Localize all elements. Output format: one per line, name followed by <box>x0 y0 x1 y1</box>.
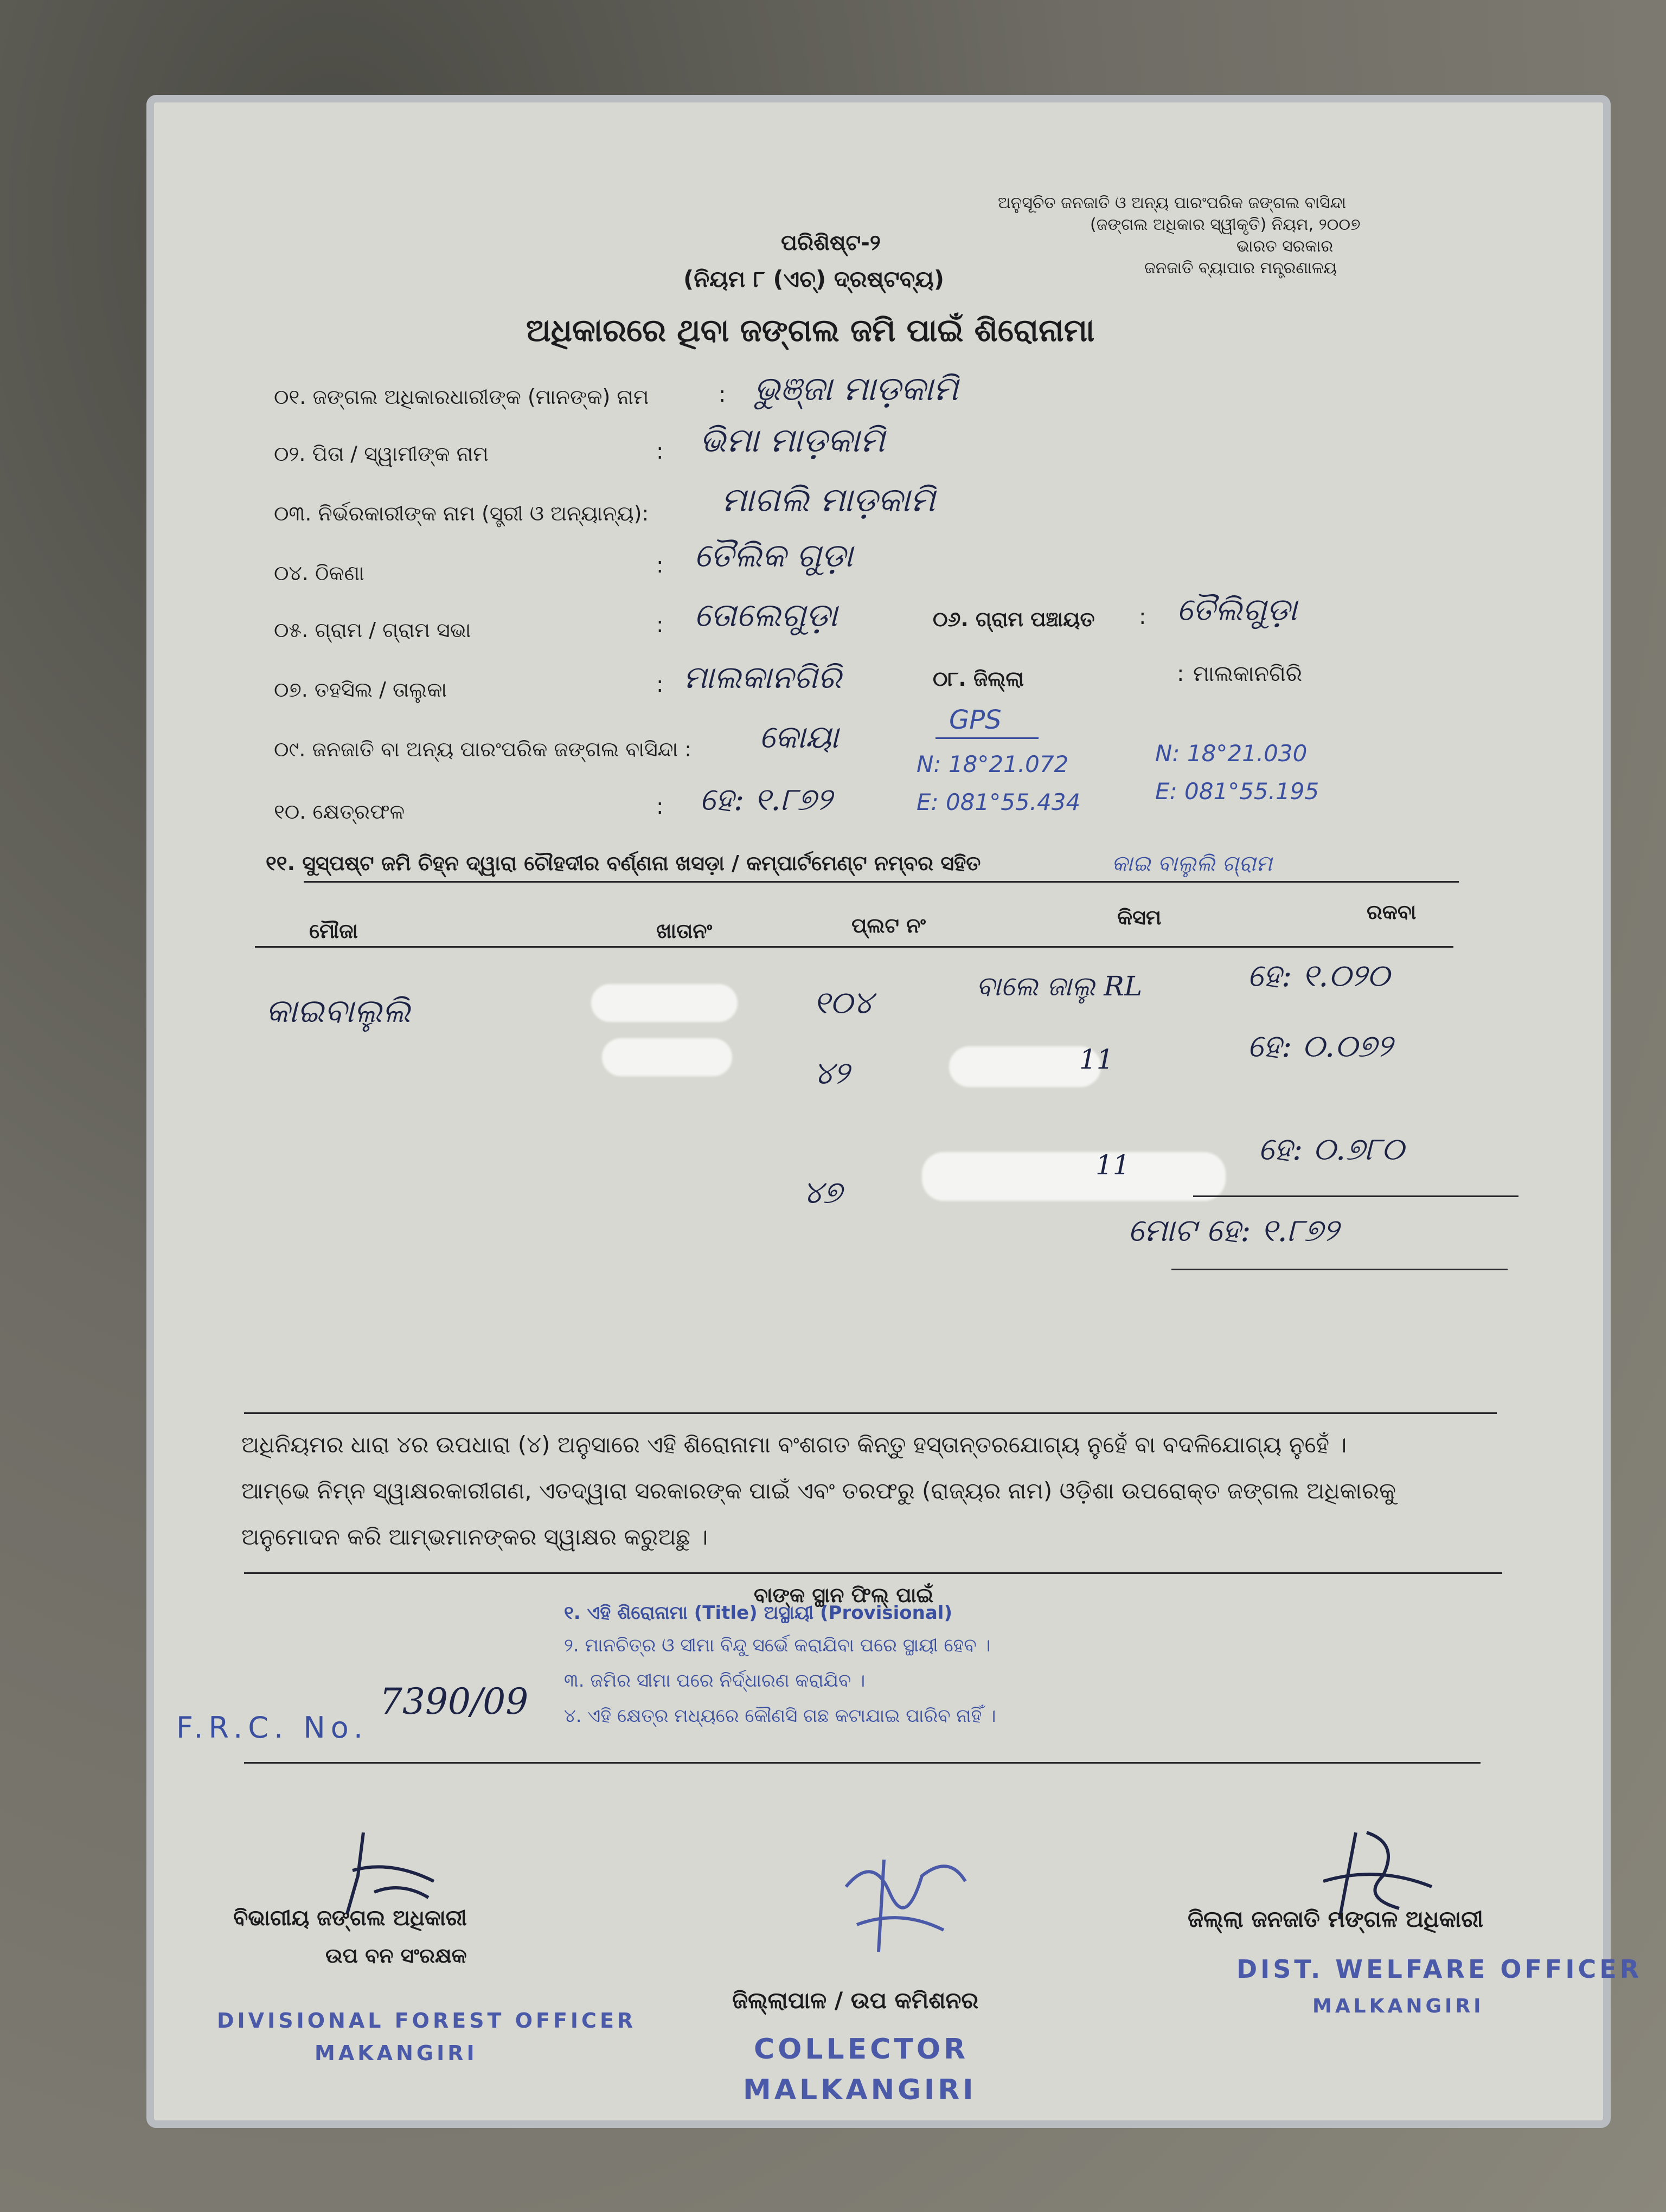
table-row-3-kisam: 11 <box>1095 1149 1130 1181</box>
col-header-mouza: ମୌଜା <box>309 919 358 943</box>
gps-label: GPS <box>949 705 1002 735</box>
frc-label: F.R.C. No. <box>176 1711 368 1745</box>
field-colon-6: : <box>1139 605 1146 629</box>
blank-space-item-2: ୨. ମାନଚିତ୍ର ଓ ସୀମା ବିନ୍ଦୁ ସର୍ଭେ କରାଯିବା ପରେ ସ୍ଥାୟୀ ହେବ । <box>564 1635 991 1656</box>
gps-e1: E: 081°55.434 <box>917 789 1081 815</box>
table-row-3-plot: ୪୭ <box>803 1174 842 1211</box>
declaration-line-2: ଆମ୍ଭେ ନିମ୍ନ ସ୍ୱାକ୍ଷରକାରୀଗଣ, ଏତଦ୍ୱାରା ସରକାରଙ୍କ ପାଇଁ ଏବଂ ତରଫରୁ (ରାଜ୍ୟର ନାମ) ଓଡ଼ିଶା ଉପରୋକ୍ତ ଜଙ୍ଗଲ ଅଧିକାରକୁ <box>241 1477 1396 1504</box>
field-colon-5: : <box>656 613 664 638</box>
sign-left-stamp-1: DIVISIONAL FOREST OFFICER <box>217 2009 637 2033</box>
table-row-3-area: ହେ: ୦.୭୮୦ <box>1258 1130 1405 1167</box>
table-row-1-plot: ୧୦୪ <box>813 984 873 1021</box>
item11-label: ୧୧. ସୁସ୍ପଷ୍ଟ ଜମି ଚିହ୍ନ ଦ୍ୱାରା ଚୌହଦୀର ବର୍ଣ୍ଣନା ଖସଡ଼ା / କମ୍ପାର୍ଟମେଣ୍ଟ ନମ୍ବର ସହିତ <box>266 851 981 875</box>
rule-reference: (ନିୟମ ୮ (ଏଚ୍) ଦ୍ରଷ୍ଟବ୍ୟ) <box>683 266 945 292</box>
field-colon-1: : <box>719 382 726 407</box>
field-colon-4: : <box>656 553 664 578</box>
field-value-5: ତୋଲେଗୁଡ଼ା <box>694 596 838 634</box>
frc-number: 7390/09 <box>380 1681 529 1722</box>
sign-right-stamp-2: MALKANGIRI <box>1312 1995 1484 2017</box>
gps-n2: N: 18°21.030 <box>1155 740 1308 767</box>
field-label-2: ୦୨. ପିତା / ସ୍ୱାମୀଙ୍କ ନାମ <box>274 442 489 466</box>
field-colon-2: : <box>656 439 664 464</box>
field-value-9: କୋୟା <box>759 718 839 755</box>
field-value-8: ମାଲକାନଗିରି <box>1193 661 1303 686</box>
field-label-1: ୦୧. ଜଙ୍ଗଲ ଅଧିକାରଧାରୀଙ୍କ (ମାନଙ୍କ) ନାମ <box>274 385 649 409</box>
gps-underline <box>935 737 1039 739</box>
field-colon-10: : <box>656 794 664 819</box>
signature-middle <box>813 1843 987 1963</box>
field-label-5: ୦୫. ଗ୍ରାମ / ଗ୍ରାମ ସଭା <box>274 618 471 642</box>
sign-mid-stamp-2: MALKANGIRI <box>743 2074 977 2106</box>
field-value-4: ତୈଲିକ ଗୁଡ଼ା <box>694 537 853 575</box>
redaction-kisam-3 <box>922 1152 1226 1201</box>
col-header-khata: ଖାତାନଂ <box>656 919 713 943</box>
table-row-2-plot: ୪୨ <box>813 1054 850 1091</box>
table-row-2-area: ହେ: ୦.୦୭୨ <box>1247 1027 1393 1064</box>
field-label-4: ୦୪. ଠିକଣା <box>274 561 364 585</box>
table-header-rule <box>255 946 1453 948</box>
field-label-10: ୧୦. କ୍ଷେତ୍ରଫଳ <box>274 800 405 824</box>
sign-mid-line: ଜିଲ୍ଲାପାଳ / ଉପ କମିଶନର <box>732 1987 979 2014</box>
gps-n1: N: 18°21.072 <box>917 751 1069 777</box>
table-total: ମୋଟ ହେ: ୧.୮୭୨ <box>1128 1212 1339 1249</box>
field-value-6: ତୈଲିଗୁଡ଼ା <box>1177 591 1297 628</box>
declaration-rule-top <box>244 1412 1497 1414</box>
blank-space-item-3: ୩. ଜମିର ସୀମା ପରେ ନିର୍ଦ୍ଧାରଣ କରାଯିବ । <box>564 1670 866 1692</box>
item11-hand-note: କାଇ ବାଲୁଲି ଗ୍ରାମ <box>1112 851 1272 876</box>
sign-left-stamp-2: MAKANGIRI <box>315 2041 478 2065</box>
field-colon-8: : <box>1177 661 1184 686</box>
blank-space-item-4: ୪. ଏହି କ୍ଷେତ୍ର ମଧ୍ୟରେ କୌଣସି ଗଛ କଟାଯାଇ ପାରିବ ନାହିଁ । <box>564 1705 996 1727</box>
sign-mid-stamp-1: COLLECTOR <box>754 2033 969 2066</box>
field-value-1: ଭୁଞ୍ଜା ମାଡ଼କାମି <box>754 369 958 408</box>
table-row-2-kisam: 11 <box>1079 1044 1114 1075</box>
field-value-2: ଭିମା ମାଡ଼କାମି <box>700 420 885 460</box>
sign-right-line: ଜିଲ୍ଲା ଜନଜାତି ମଙ୍ଗଳ ଅଧିକାରୀ <box>1188 1906 1484 1932</box>
col-header-area: ରକବା <box>1367 900 1417 924</box>
header-line-4: ଜନଜାତି ବ୍ୟାପାର ମନ୍ତ୍ରଣାଳୟ <box>1144 259 1337 278</box>
document-title: ଅଧିକାରରେ ଥିବା ଜଙ୍ଗଲ ଜମି ପାଇଁ ଶିରୋନାମା <box>526 312 1095 349</box>
redaction-khata-2 <box>602 1038 732 1076</box>
field-value-3: ମାଗଲି ମାଡ଼କାମି <box>721 480 935 519</box>
table-row-1-kisam: ବାଲେ ଜାଲୁ RL <box>976 970 1143 1002</box>
table-row-1-area: ହେ: ୧.୦୨୦ <box>1247 957 1390 994</box>
declaration-rule-bottom <box>244 1572 1502 1574</box>
header-line-1: ଅନୁସୂଚିତ ଜନଜାତି ଓ ଅନ୍ୟ ପାରଂପରିକ ଜଙ୍ଗଲ ବାସିନ୍ଦା <box>998 194 1347 213</box>
redaction-khata-1 <box>591 984 738 1022</box>
appendix-label: ପରିଶିଷ୍ଟ-୨ <box>781 230 881 255</box>
gps-e2: E: 081°55.195 <box>1155 778 1319 805</box>
blank-space-title: ବାଙ୍କ ସ୍ଥାନ ଫିଲ୍ ପାଇଁ <box>754 1583 934 1607</box>
sign-left-line-1: ବିଭାଗୀୟ ଜଙ୍ଗଲ ଅଧିକାରୀ <box>233 1906 467 1931</box>
field-label-8: ୦୮. ଜିଲ୍ଲା <box>933 667 1024 691</box>
redaction-kisam-2 <box>949 1046 1101 1087</box>
declaration-line-3: ଅନୁମୋଦନ କରି ଆମ୍ଭମାନଙ୍କର ସ୍ୱାକ୍ଷର କରୁଅଛୁ । <box>241 1523 708 1550</box>
field-value-7: ମାଲକାନଗିରି <box>683 659 842 696</box>
header-line-3: ଭାରତ ସରକାର <box>1236 237 1334 256</box>
item11-rule <box>304 881 1459 883</box>
field-colon-7: : <box>656 672 664 697</box>
field-label-9: ୦୯. ଜନଜାତି ବା ଅନ୍ୟ ପାରଂପରିକ ଜଙ୍ଗଲ ବାସିନ୍ଦା : <box>274 737 691 761</box>
col-header-kisam: କିସମ <box>1117 905 1162 929</box>
sign-left-line-2: ଉପ ବନ ସଂରକ୍ଷକ <box>325 1944 467 1967</box>
col-header-plot: ପ୍ଲଟ ନଂ <box>851 914 926 937</box>
field-label-7: ୦୭. ତହସିଲ / ତାଲୁକା <box>274 678 447 702</box>
declaration-line-1: ଅଧିନିୟମର ଧାରା ୪ର ଉପଧାରା (୪) ଅନୁସାରେ ଏହି ଶିରୋନାମା ବଂଶଗତ କିନ୍ତୁ ହସ୍ତାନ୍ତରଯୋଗ୍ୟ ନୁହେଁ ବା ବଦଳିଯୋଗ୍ୟ ନୁହେଁ । <box>241 1431 1347 1458</box>
header-right <box>998 192 1360 279</box>
blank-space-item-1: ୧. ଏହି ଶିରୋନାମା (Title) ଅସ୍ଥାୟୀ (Provisional) <box>564 1602 953 1624</box>
field-label-6: ୦୬. ଗ୍ରାମ ପଞ୍ଚାୟତ <box>933 607 1095 631</box>
total-rule-bottom <box>1171 1269 1508 1270</box>
field-value-10: ହେ: ୧.୮୭୨ <box>700 781 832 818</box>
total-rule-top <box>1193 1195 1518 1197</box>
frc-rule <box>244 1762 1481 1764</box>
table-mouza: କାଇବାଲୁଲି <box>266 992 411 1030</box>
header-line-2: (ଜଙ୍ଗଲ ଅଧିକାର ସ୍ୱୀକୃତି) ନିୟମ, ୨୦୦୭ <box>1090 215 1361 234</box>
sign-right-stamp-1: DIST. WELFARE OFFICER <box>1236 1954 1643 1984</box>
field-label-3: ୦୩. ନିର୍ଭରକାରୀଙ୍କ ନାମ (ସ୍ତ୍ରୀ ଓ ଅନ୍ୟାନ୍ୟ): <box>274 501 649 525</box>
